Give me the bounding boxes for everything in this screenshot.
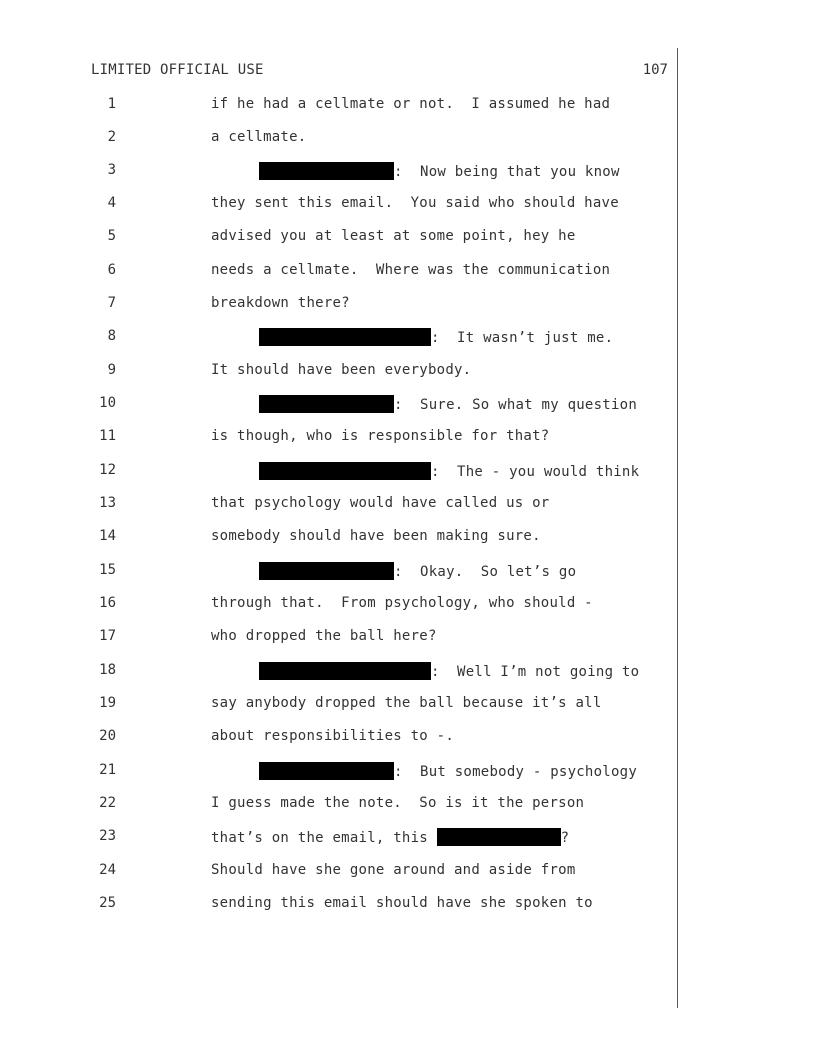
transcript-line [0, 762, 676, 782]
speaker-line [259, 462, 639, 480]
speaker-line [259, 762, 637, 780]
line-text: I guess made the note. So is it the person [211, 795, 585, 811]
line-number: 18 [99, 662, 116, 678]
line-number: 19 [99, 695, 116, 711]
line-number: 2 [107, 129, 116, 145]
line-number: 5 [107, 228, 116, 244]
line-text: : The - you would think [431, 464, 640, 480]
transcript-line [0, 562, 676, 582]
transcript-line [0, 228, 676, 248]
line-text: : It wasn’t just me. [431, 330, 614, 346]
transcript-line [0, 395, 676, 415]
line-text: they sent this email. You said who should have [211, 195, 619, 211]
speaker-line [259, 662, 639, 680]
speaker-line [259, 162, 620, 180]
redaction-bar [259, 662, 431, 680]
line-number: 4 [107, 195, 116, 211]
transcript-line [0, 362, 676, 382]
line-number: 14 [99, 528, 116, 544]
transcript-line [0, 662, 676, 682]
speaker-line [259, 328, 613, 346]
redaction-bar [437, 828, 561, 846]
transcript-line [0, 462, 676, 482]
transcript-line [0, 595, 676, 615]
line-number: 22 [99, 795, 116, 811]
line-number: 24 [99, 862, 116, 878]
redaction-bar [259, 762, 394, 780]
transcript-line [0, 728, 676, 748]
line-text: breakdown there? [211, 295, 350, 311]
line-text: : Now being that you know [394, 164, 620, 180]
transcript-line [0, 96, 676, 116]
redaction-bar [259, 462, 431, 480]
line-number: 15 [99, 562, 116, 578]
line-text: through that. From psychology, who should - [211, 595, 593, 611]
line-text: that psychology would have called us or [211, 495, 550, 511]
line-text: somebody should have been making sure. [211, 528, 541, 544]
transcript-line [0, 195, 676, 215]
transcript-line [0, 628, 676, 648]
line-text-suffix: ? [560, 830, 570, 846]
redaction-bar [259, 162, 394, 180]
line-text: who dropped the ball here? [211, 628, 437, 644]
line-number: 10 [99, 395, 116, 411]
transcript-line [0, 328, 676, 348]
speaker-line [259, 395, 637, 413]
transcript-line [0, 495, 676, 515]
line-number: 6 [107, 262, 116, 278]
line-text: advised you at least at some point, hey he [211, 228, 576, 244]
redaction-bar [259, 328, 431, 346]
line-text: about responsibilities to -. [211, 728, 455, 744]
transcript-line [0, 528, 676, 548]
line-number: 21 [99, 762, 116, 778]
line-text: It should have been everybody. [211, 362, 472, 378]
line-number: 7 [107, 295, 116, 311]
redaction-bar [259, 395, 394, 413]
margin-rule [677, 48, 678, 1008]
line-text: : Well I’m not going to [431, 664, 640, 680]
redaction-bar [259, 562, 394, 580]
transcript-line [0, 262, 676, 282]
line-number: 17 [99, 628, 116, 644]
transcript-line [0, 828, 676, 848]
line-number: 13 [99, 495, 116, 511]
line-text: say anybody dropped the ball because it’s all [211, 695, 602, 711]
line-text-with-redaction [211, 828, 569, 846]
transcript-line [0, 795, 676, 815]
line-number: 1 [107, 96, 116, 112]
line-number: 23 [99, 828, 116, 844]
line-text: : But somebody - psychology [394, 764, 638, 780]
line-number: 20 [99, 728, 116, 744]
line-text: : Sure. So what my question [394, 397, 638, 413]
transcript-line [0, 862, 676, 882]
transcript-line [0, 428, 676, 448]
line-text: that’s on the email, this [211, 830, 437, 846]
transcript-line [0, 295, 676, 315]
line-number: 9 [107, 362, 116, 378]
line-text: is though, who is responsible for that? [211, 428, 550, 444]
line-text: : Okay. So let’s go [394, 564, 577, 580]
line-number: 16 [99, 595, 116, 611]
line-text: if he had a cellmate or not. I assumed he had [211, 96, 611, 112]
speaker-line [259, 562, 576, 580]
page-number: 107 [642, 62, 668, 78]
transcript-line [0, 162, 676, 182]
line-number: 3 [107, 162, 116, 178]
line-number: 12 [99, 462, 116, 478]
transcript-line [0, 695, 676, 715]
classification-header: LIMITED OFFICIAL USE [91, 62, 264, 78]
transcript-line [0, 895, 676, 915]
line-text: a cellmate. [211, 129, 307, 145]
line-text: Should have she gone around and aside from [211, 862, 576, 878]
line-number: 11 [99, 428, 116, 444]
line-text: needs a cellmate. Where was the communication [211, 262, 611, 278]
transcript-line [0, 129, 676, 149]
line-number: 8 [107, 328, 116, 344]
line-text: sending this email should have she spoken to [211, 895, 593, 911]
line-number: 25 [99, 895, 116, 911]
